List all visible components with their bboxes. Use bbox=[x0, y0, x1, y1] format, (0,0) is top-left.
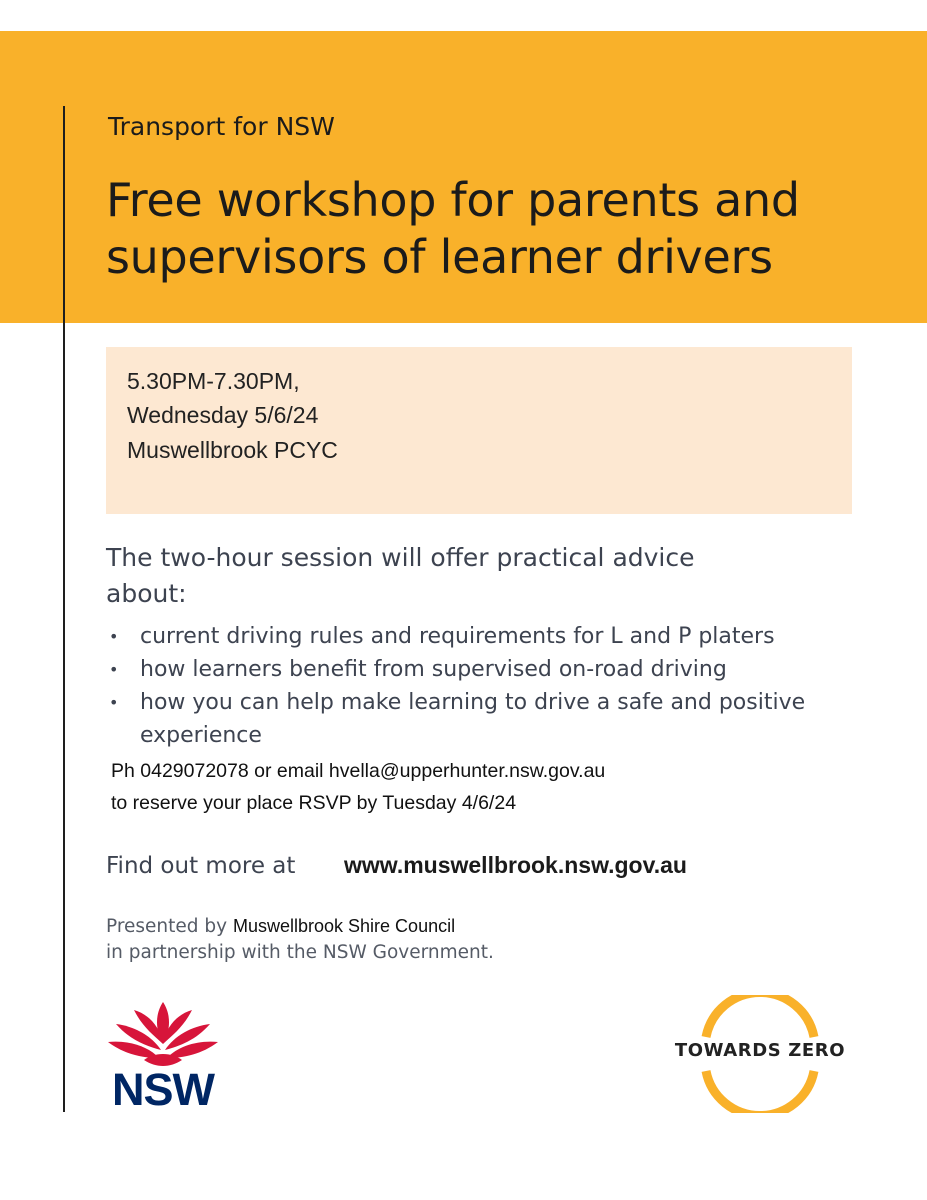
towards-zero-logo bbox=[660, 995, 860, 1113]
council-name: Muswellbrook Shire Council bbox=[233, 916, 456, 936]
session-intro bbox=[106, 540, 806, 612]
nsw-government-logo bbox=[104, 1000, 222, 1115]
list-item bbox=[106, 686, 866, 752]
list-item bbox=[106, 620, 866, 653]
topic-text: how you can help make learning to drive a safe and positive experience bbox=[140, 690, 806, 748]
bullet-icon: • bbox=[109, 660, 119, 679]
session-intro-line-1: The two-hour session will offer practical advice bbox=[106, 543, 695, 572]
topic-list bbox=[106, 620, 866, 752]
title-line-1: Free workshop for parents and bbox=[106, 173, 800, 227]
event-date: Wednesday 5/6/24 bbox=[127, 402, 319, 428]
waratah-icon bbox=[104, 1000, 222, 1070]
website-link[interactable]: www.muswellbrook.nsw.gov.au bbox=[344, 852, 687, 878]
bullet-icon: • bbox=[109, 693, 119, 712]
contact-line: Ph 0429072078 or email hvella@upperhunter.nsw.gov.au bbox=[111, 760, 606, 782]
topic-text: current driving rules and requirements for L and P platers bbox=[140, 624, 775, 649]
find-out-more bbox=[106, 852, 687, 879]
title-line-2: supervisors of learner drivers bbox=[106, 230, 773, 284]
nsw-wordmark: NSW bbox=[112, 1064, 214, 1115]
bullet-icon: • bbox=[109, 627, 119, 646]
towards-zero-wordmark: TOWARDS ZERO bbox=[674, 1040, 846, 1061]
find-out-more-label: Find out more at bbox=[106, 853, 296, 879]
event-details-box bbox=[106, 347, 852, 514]
session-intro-line-2: about: bbox=[106, 579, 187, 608]
presenter-credit bbox=[106, 913, 494, 966]
page-title bbox=[106, 172, 896, 286]
organisation-name: Transport for NSW bbox=[108, 112, 335, 141]
list-item bbox=[106, 653, 866, 686]
rsvp-line: to reserve your place RSVP by Tuesday 4/6/24 bbox=[111, 792, 517, 814]
event-venue: Muswellbrook PCYC bbox=[127, 437, 338, 463]
event-time: 5.30PM-7.30PM, bbox=[127, 368, 300, 394]
presented-by-label: Presented by bbox=[106, 916, 228, 937]
topic-text: how learners benefit from supervised on-road driving bbox=[140, 657, 727, 682]
vertical-rule bbox=[63, 106, 65, 1112]
partnership-text: in partnership with the NSW Government. bbox=[106, 942, 494, 963]
